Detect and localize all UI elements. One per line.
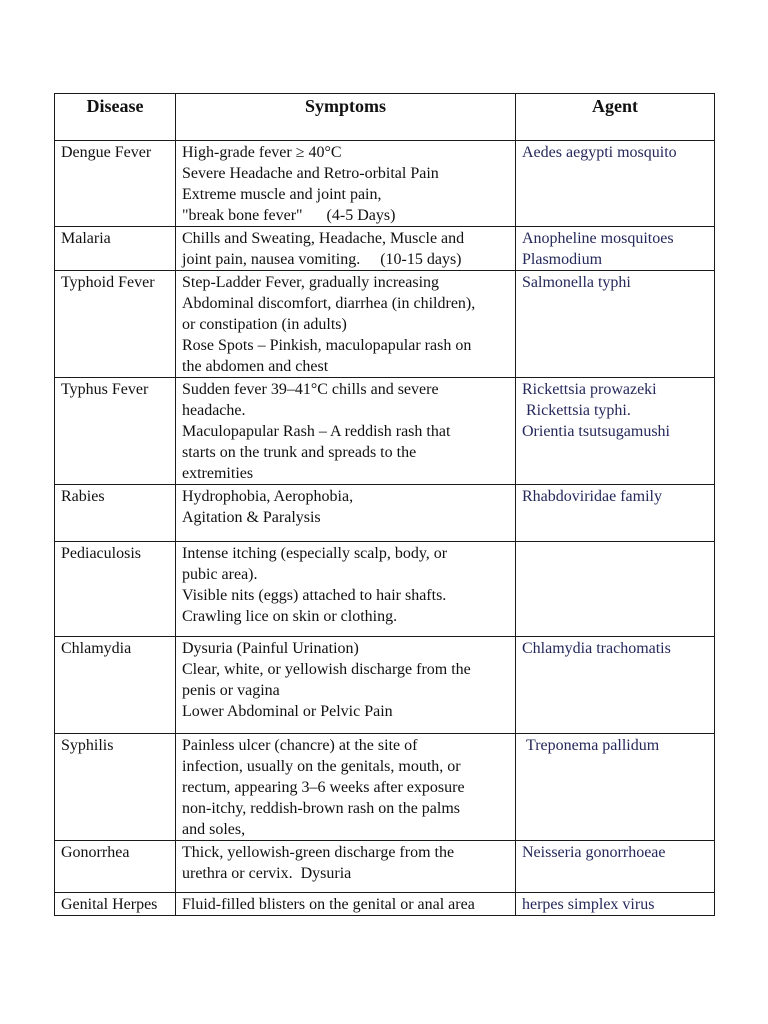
disease-cell: Malaria bbox=[55, 227, 176, 271]
agent-cell bbox=[516, 841, 715, 893]
symptom-line: joint pain, nausea vomiting. (10-15 days) bbox=[182, 251, 462, 268]
symptom-line: Hydrophobia, Aerophobia, bbox=[182, 488, 354, 505]
symptom-line: or constipation (in adults) bbox=[182, 316, 347, 333]
agent-line: Neisseria gonorrhoeae bbox=[522, 844, 666, 861]
table-row bbox=[55, 893, 715, 916]
header-symptoms: Symptoms bbox=[176, 94, 516, 141]
symptoms-cell bbox=[176, 542, 516, 637]
disease-cell: Genital Herpes bbox=[55, 893, 176, 916]
symptom-line: Lower Abdominal or Pelvic Pain bbox=[182, 703, 393, 720]
symptom-line: rectum, appearing 3–6 weeks after exposure bbox=[182, 779, 465, 796]
table-row bbox=[55, 637, 715, 734]
table-row bbox=[55, 841, 715, 893]
agent-line: Rickettsia typhi. bbox=[522, 402, 631, 419]
symptom-line: Intense itching (especially scalp, body, or bbox=[182, 545, 448, 562]
agent-line: Salmonella typhi bbox=[522, 274, 631, 291]
agent-line: Rickettsia prowazeki bbox=[522, 381, 657, 398]
symptoms-cell bbox=[176, 893, 516, 916]
table-row bbox=[55, 227, 715, 271]
agent-line: Rhabdoviridae family bbox=[522, 488, 662, 505]
symptom-line: Extreme muscle and joint pain, bbox=[182, 186, 382, 203]
symptoms-cell bbox=[176, 841, 516, 893]
symptom-line: penis or vagina bbox=[182, 682, 280, 699]
agent-line: Aedes aegypti mosquito bbox=[522, 144, 677, 161]
symptom-line: Clear, white, or yellowish discharge from the bbox=[182, 661, 471, 678]
symptom-line: Painless ulcer (chancre) at the site of bbox=[182, 737, 418, 754]
agent-cell bbox=[516, 734, 715, 841]
symptom-line: Sudden fever 39–41°C chills and severe bbox=[182, 381, 439, 398]
disease-cell: Dengue Fever bbox=[55, 141, 176, 227]
agent-cell bbox=[516, 485, 715, 542]
disease-cell: Chlamydia bbox=[55, 637, 176, 734]
disease-cell: Typhus Fever bbox=[55, 378, 176, 485]
symptom-line: Visible nits (eggs) attached to hair shafts. bbox=[182, 587, 447, 604]
table-row bbox=[55, 141, 715, 227]
disease-cell: Syphilis bbox=[55, 734, 176, 841]
symptoms-cell bbox=[176, 485, 516, 542]
symptom-line: Maculopapular Rash – A reddish rash that bbox=[182, 423, 451, 440]
disease-cell: Typhoid Fever bbox=[55, 271, 176, 378]
symptoms-cell bbox=[176, 271, 516, 378]
symptom-line: headache. bbox=[182, 402, 246, 419]
disease-cell: Pediaculosis bbox=[55, 542, 176, 637]
header-disease: Disease bbox=[55, 94, 176, 141]
agent-cell bbox=[516, 542, 715, 637]
symptom-line: Crawling lice on skin or clothing. bbox=[182, 608, 398, 625]
symptom-line: High-grade fever ≥ 40°C bbox=[182, 144, 342, 161]
symptom-line: Chills and Sweating, Headache, Muscle and bbox=[182, 230, 465, 247]
symptom-line: "break bone fever" (4-5 Days) bbox=[182, 207, 396, 224]
symptom-line: starts on the trunk and spreads to the bbox=[182, 444, 417, 461]
symptom-line: extremities bbox=[182, 465, 254, 482]
table-row bbox=[55, 542, 715, 637]
symptom-line: Thick, yellowish-green discharge from the bbox=[182, 844, 455, 861]
symptom-line: Agitation & Paralysis bbox=[182, 509, 321, 526]
symptom-line: Fluid-filled blisters on the genital or anal area bbox=[182, 896, 475, 913]
symptom-line: and soles, bbox=[182, 821, 246, 838]
symptom-line: Severe Headache and Retro-orbital Pain bbox=[182, 165, 439, 182]
agent-line: Plasmodium bbox=[522, 251, 603, 268]
header-row bbox=[55, 94, 715, 141]
header-agent: Agent bbox=[516, 94, 715, 141]
symptom-line: Abdominal discomfort, diarrhea (in children), bbox=[182, 295, 476, 312]
agent-line: Anopheline mosquitoes bbox=[522, 230, 674, 247]
agent-cell bbox=[516, 893, 715, 916]
symptom-line: Rose Spots – Pinkish, maculopapular rash on bbox=[182, 337, 472, 354]
agent-cell bbox=[516, 378, 715, 485]
table-row bbox=[55, 378, 715, 485]
agent-line: Chlamydia trachomatis bbox=[522, 640, 671, 657]
table-row bbox=[55, 734, 715, 841]
agent-line: Treponema pallidum bbox=[522, 737, 660, 754]
agent-line: herpes simplex virus bbox=[522, 896, 655, 913]
symptom-line: non-itchy, reddish-brown rash on the palms bbox=[182, 800, 461, 817]
symptom-line: pubic area). bbox=[182, 566, 258, 583]
symptom-line: urethra or cervix. Dysuria bbox=[182, 865, 352, 882]
disease-table bbox=[54, 93, 715, 916]
symptom-line: the abdomen and chest bbox=[182, 358, 329, 375]
symptom-line: infection, usually on the genitals, mouth, or bbox=[182, 758, 461, 775]
agent-cell bbox=[516, 271, 715, 378]
table-row bbox=[55, 271, 715, 378]
symptoms-cell bbox=[176, 734, 516, 841]
agent-cell bbox=[516, 141, 715, 227]
disease-cell: Rabies bbox=[55, 485, 176, 542]
agent-line: Orientia tsutsugamushi bbox=[522, 423, 670, 440]
table-row bbox=[55, 485, 715, 542]
symptoms-cell bbox=[176, 227, 516, 271]
symptoms-cell bbox=[176, 637, 516, 734]
disease-cell: Gonorrhea bbox=[55, 841, 176, 893]
agent-cell bbox=[516, 637, 715, 734]
symptoms-cell bbox=[176, 378, 516, 485]
symptom-line: Dysuria (Painful Urination) bbox=[182, 640, 359, 657]
symptoms-cell bbox=[176, 141, 516, 227]
agent-cell bbox=[516, 227, 715, 271]
symptom-line: Step-Ladder Fever, gradually increasing bbox=[182, 274, 440, 291]
